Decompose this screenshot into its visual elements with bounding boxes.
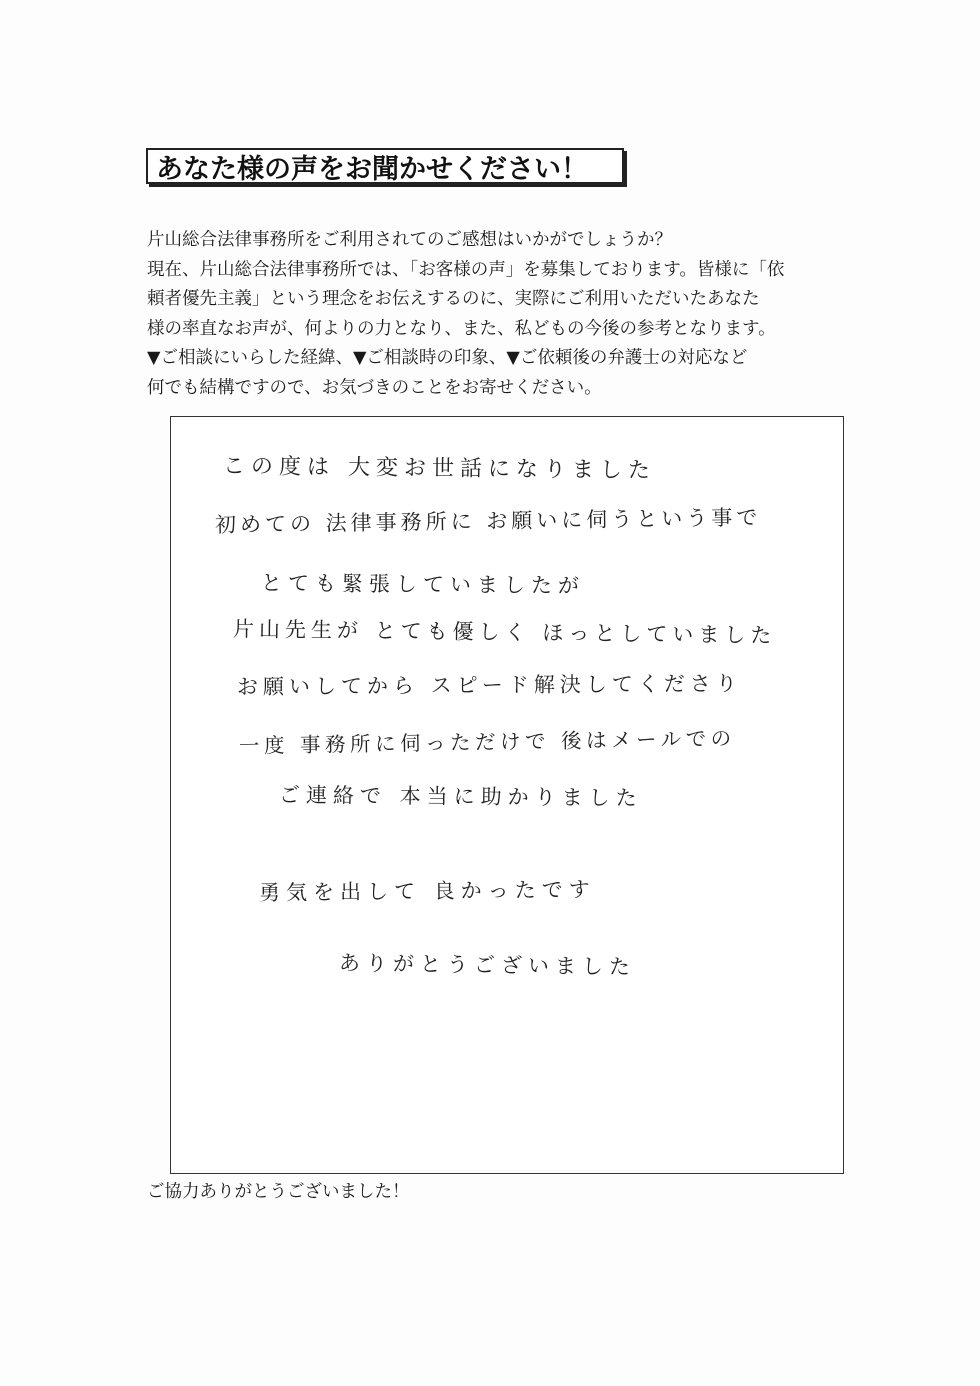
intro-paragraph	[147, 226, 847, 403]
handwritten-line: とても緊張していましたが	[260, 571, 586, 598]
title-box	[146, 148, 624, 184]
intro-line: 様の率直なお声が、何よりの力となり、また、私どもの今後の参考となります。	[147, 318, 776, 339]
handwritten-answer-box	[170, 416, 844, 1174]
intro-line: 頼者優先主義」という理念をお伝えするのに、実際にご利用いただいたあなた	[147, 289, 760, 309]
handwritten-line: ご連絡で 本当に助かりました	[278, 783, 643, 811]
intro-line: ▼ご相談にいらした経緯、▼ご相談時の印象、▼ご依頼後の弁護士の対応など	[147, 348, 748, 368]
handwritten-line: 一度 事務所に伺っただけで 後はメールでの	[238, 726, 736, 758]
handwritten-line: 片山先生が とても優しく ほっとしていました	[232, 617, 777, 648]
handwritten-line: ありがとうございました	[338, 951, 637, 980]
intro-line: 片山総合法律事務所をご利用されてのご感想はいかがでしょうか？	[147, 230, 672, 250]
closing-text: ご協力ありがとうございました！	[147, 1182, 410, 1202]
handwritten-line: この度は 大変お世話になりました	[222, 454, 657, 484]
handwritten-line: 勇気を出して 良かったです	[258, 877, 596, 905]
intro-line: 現在、片山総合法律事務所では、「お客様の声」を募集しております。皆様に「依	[147, 259, 785, 280]
page-title: あなた様の声をお聞かせください！	[156, 153, 588, 185]
handwritten-line: 初めての 法律事務所に お願いに伺うという事で	[214, 505, 762, 537]
intro-line: 何でも結構ですので、お気づきのことをお寄せください。	[147, 377, 602, 398]
handwritten-line: お願いしてから スピード解決してくださり	[236, 671, 742, 699]
